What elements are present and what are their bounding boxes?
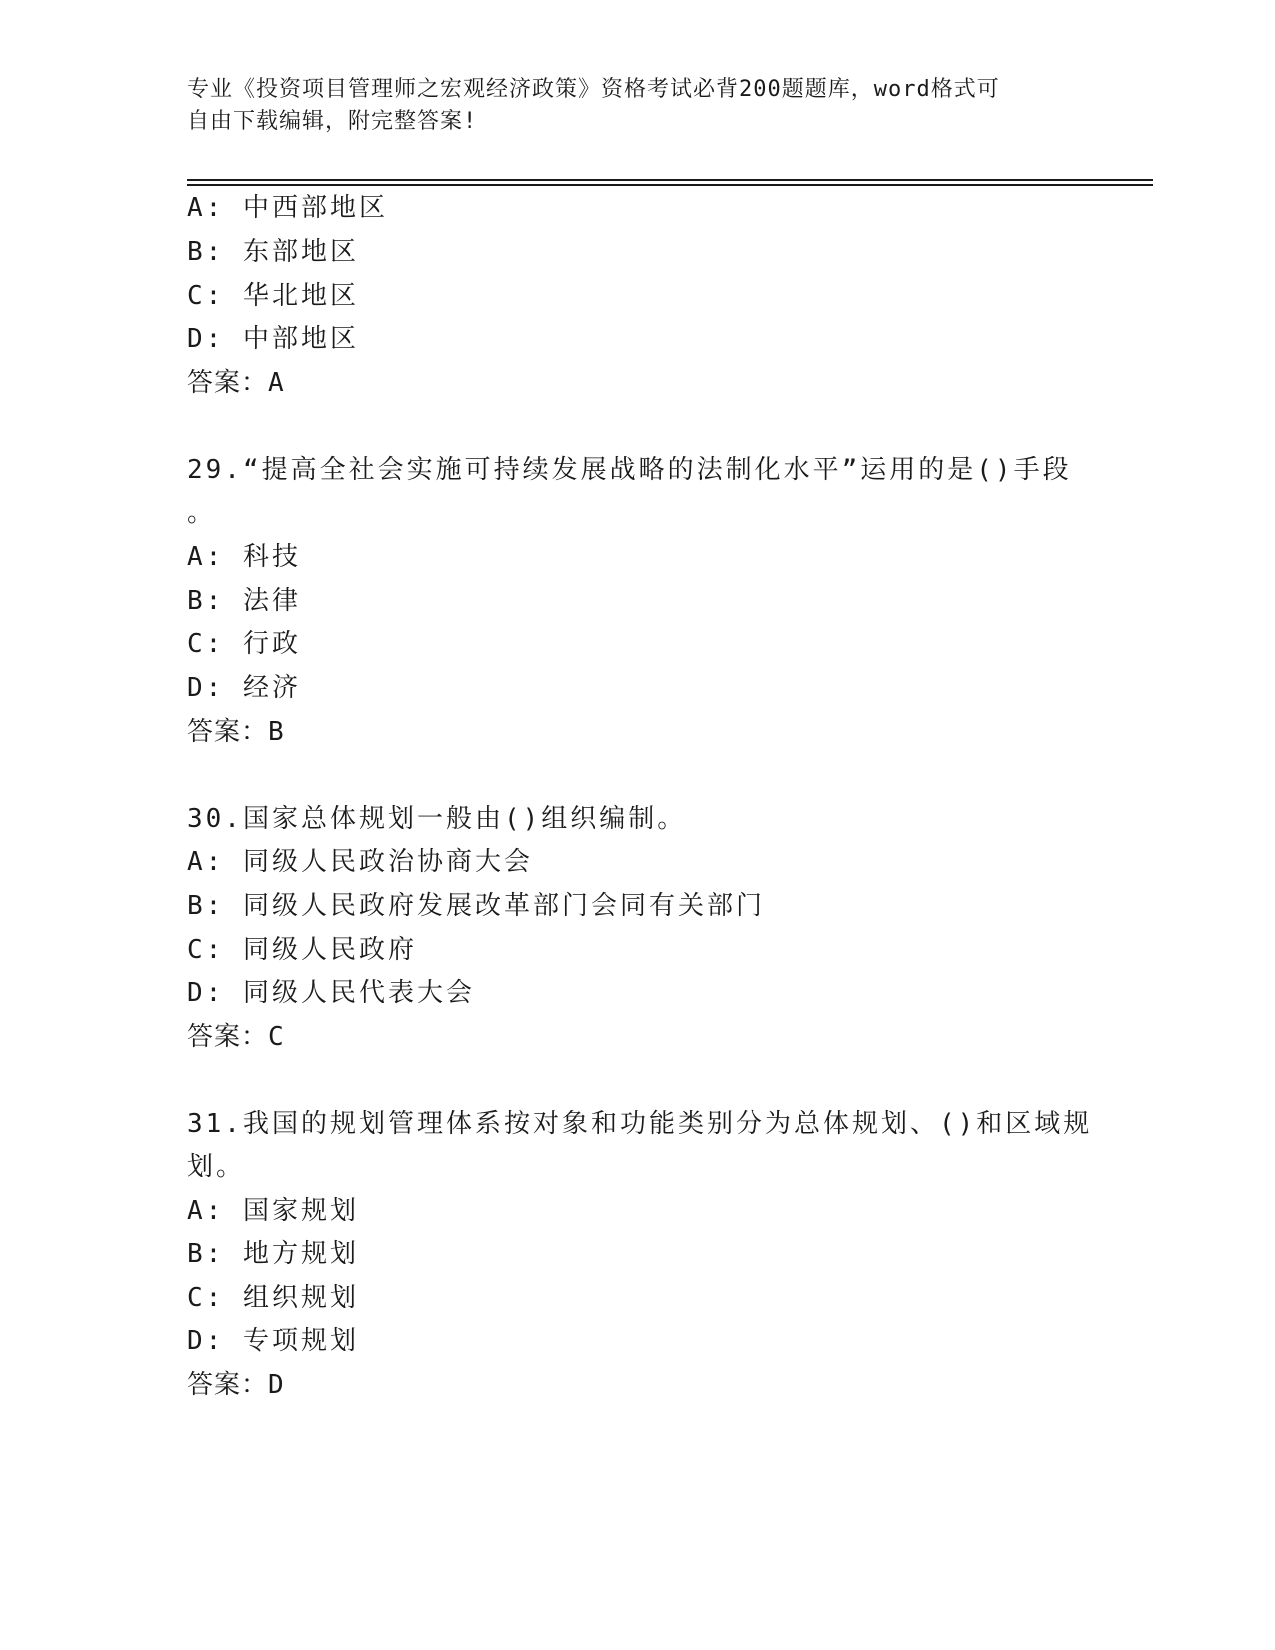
header-line-2: 自由下载编辑，附完整答案!: [187, 109, 478, 134]
q29-option-a: A: 科技: [187, 542, 301, 572]
q30-option-a: A: 同级人民政治协商大会: [187, 847, 533, 877]
q31-option-a: A: 国家规划: [187, 1196, 359, 1226]
q28-answer: 答案：A: [187, 368, 285, 398]
q30-question-line-1: 30.国家总体规划一般由()组织编制。: [187, 804, 687, 834]
document-header: [187, 74, 1067, 138]
q29-answer: 答案：B: [187, 717, 285, 747]
q31-question-line-2: 划。: [187, 1152, 246, 1182]
q29-option-b: B: 法律: [187, 586, 301, 616]
header-divider-top: [187, 179, 1153, 181]
q29-question-line-2: 。: [187, 498, 217, 528]
q31-question-line-1: 31.我国的规划管理体系按对象和功能类别分为总体规划、()和区域规: [187, 1109, 1093, 1139]
q28-option-a: A: 中西部地区: [187, 193, 388, 223]
q30-option-d: D: 同级人民代表大会: [187, 978, 475, 1008]
q30-answer: 答案：C: [187, 1022, 285, 1052]
q29-option-d: D: 经济: [187, 673, 301, 703]
q29-question-line-1: 29.“提高全社会实施可持续发展战略的法制化水平”运用的是()手段: [187, 455, 1072, 485]
q31-option-d: D: 专项规划: [187, 1326, 359, 1356]
q31-answer: 答案：D: [187, 1370, 285, 1400]
header-line-1: 专业《投资项目管理师之宏观经济政策》资格考试必背200题题库，word格式可: [187, 77, 1000, 102]
q31-option-c: C: 组织规划: [187, 1283, 359, 1313]
q28-option-d: D: 中部地区: [187, 324, 359, 354]
q30-option-c: C: 同级人民政府: [187, 935, 417, 965]
q28-option-b: B: 东部地区: [187, 237, 359, 267]
q29-option-c: C: 行政: [187, 629, 301, 659]
header-divider-bottom: [187, 184, 1153, 186]
q28-option-c: C: 华北地区: [187, 281, 359, 311]
q31-option-b: B: 地方规划: [187, 1239, 359, 1269]
q30-option-b: B: 同级人民政府发展改革部门会同有关部门: [187, 891, 765, 921]
